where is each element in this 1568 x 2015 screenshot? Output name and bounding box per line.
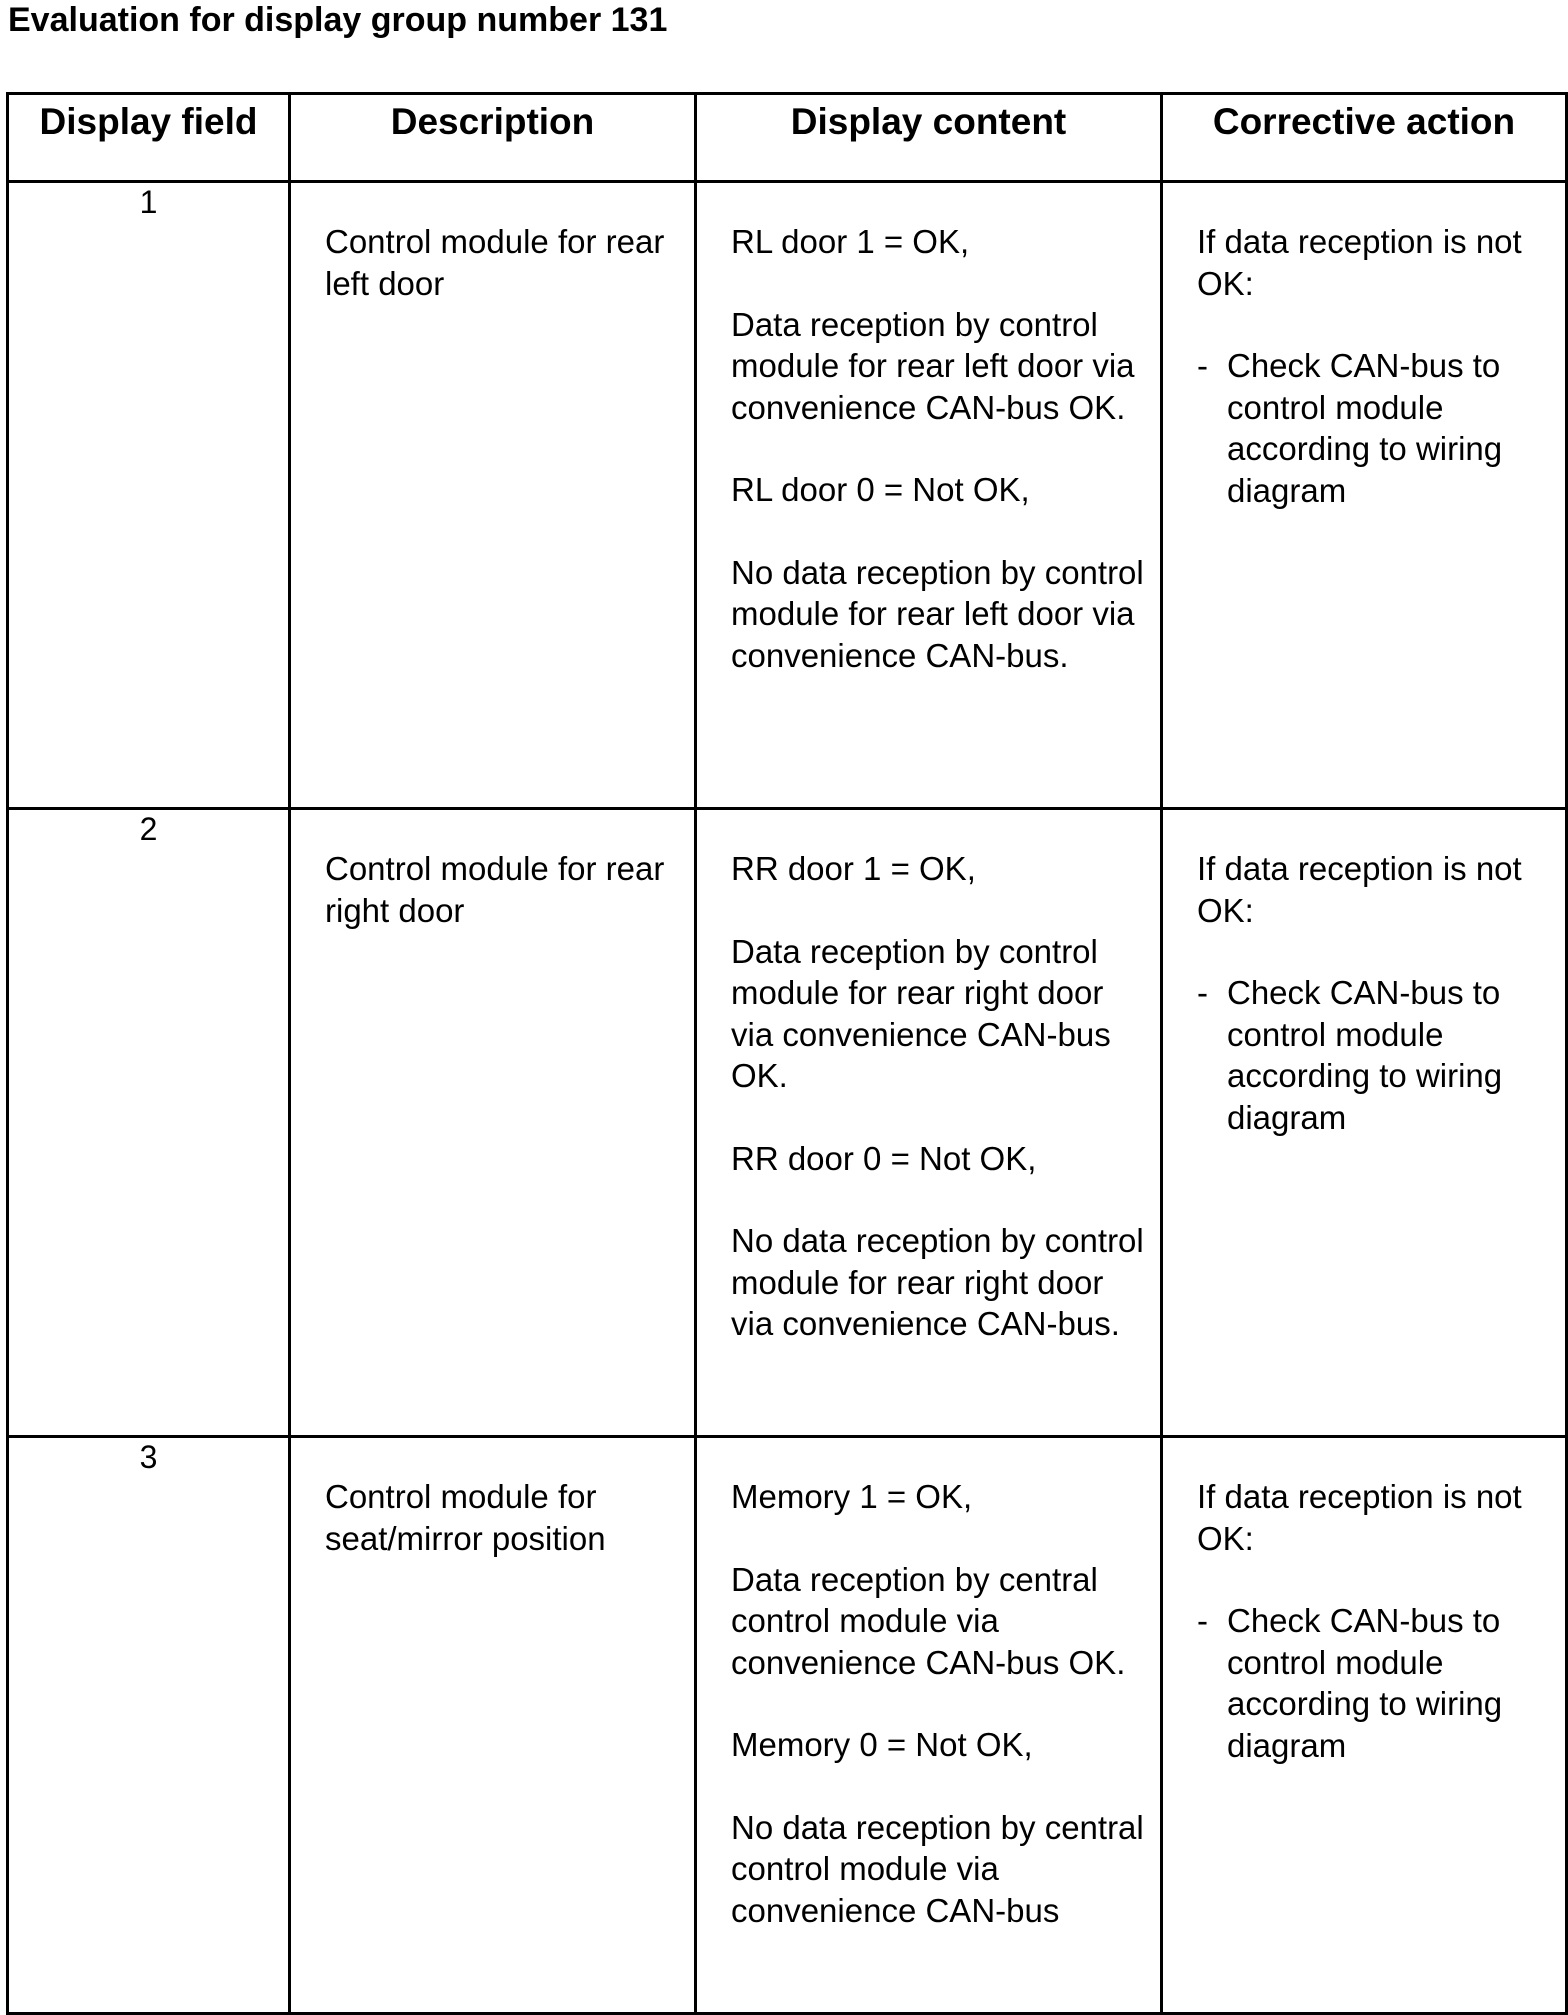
display-content-cell [696,1437,1162,2014]
content-paragraph: Memory 0 = Not OK, [731,1726,1033,1763]
page-title: Evaluation for display group number 131 [8,1,668,39]
content-paragraph: RL door 0 = Not OK, [731,471,1030,508]
display-content-cell [696,809,1162,1437]
header-corrective-action: Corrective action [1162,94,1567,182]
action-bullet-text: Check CAN-bus to control module according to wiring diagram [1227,1602,1503,1764]
display-field-cell: 3 [8,1437,290,2014]
header-description: Description [290,94,696,182]
content-paragraph: No data reception by central control module via convenience CAN-bus [731,1808,1144,1929]
dash-bullet-icon: - [1197,347,1208,384]
corrective-action-cell [1162,1437,1567,2014]
action-bullet-text: Check CAN-bus to control module according to wiring diagram [1227,974,1503,1136]
content-paragraph: Data reception by control module for rear right door via convenience CAN-bus OK. [731,932,1111,1094]
table-row [8,1437,1567,2014]
content-paragraph: Memory 1 = OK, [731,1478,973,1515]
table-row [8,182,1567,809]
action-intro: If data reception is not OK: [1197,1478,1522,1557]
action-intro: If data reception is not OK: [1197,850,1522,929]
content-paragraph: RR door 1 = OK, [731,850,976,887]
header-display-field: Display field [8,94,290,182]
content-paragraph: RR door 0 = Not OK, [731,1139,1037,1177]
action-bullet-item [1197,972,1557,1138]
action-bullet-item [1197,345,1557,511]
display-content-cell [696,182,1162,809]
display-field-cell: 1 [8,182,290,809]
action-bullet-text: Check CAN-bus to control module according to wiring diagram [1227,347,1503,509]
content-paragraph: No data reception by control module for rear left door via convenience CAN-bus. [731,553,1144,674]
content-paragraph: Data reception by central control module via convenience CAN-bus OK. [731,1560,1126,1681]
corrective-action-cell [1162,809,1567,1437]
description-cell: Control module for seat/mirror position [290,1437,696,2014]
table-row [8,809,1567,1437]
action-intro: If data reception is not OK: [1197,223,1522,302]
description-cell: Control module for rear left door [290,182,696,809]
header-display-content: Display content [696,94,1162,182]
table-header-row [8,94,1567,182]
content-paragraph: Data reception by control module for rear left door via convenience CAN-bus OK. [731,305,1135,426]
evaluation-table [6,92,1568,2015]
dash-bullet-icon: - [1197,974,1208,1011]
corrective-action-cell [1162,182,1567,809]
display-field-cell: 2 [8,809,290,1437]
dash-bullet-icon: - [1197,1602,1208,1639]
description-cell: Control module for rear right door [290,809,696,1437]
content-paragraph: RL door 1 = OK, [731,223,970,260]
content-paragraph: No data reception by control module for rear right door via convenience CAN-bus. [731,1222,1144,1342]
action-bullet-item [1197,1600,1557,1766]
